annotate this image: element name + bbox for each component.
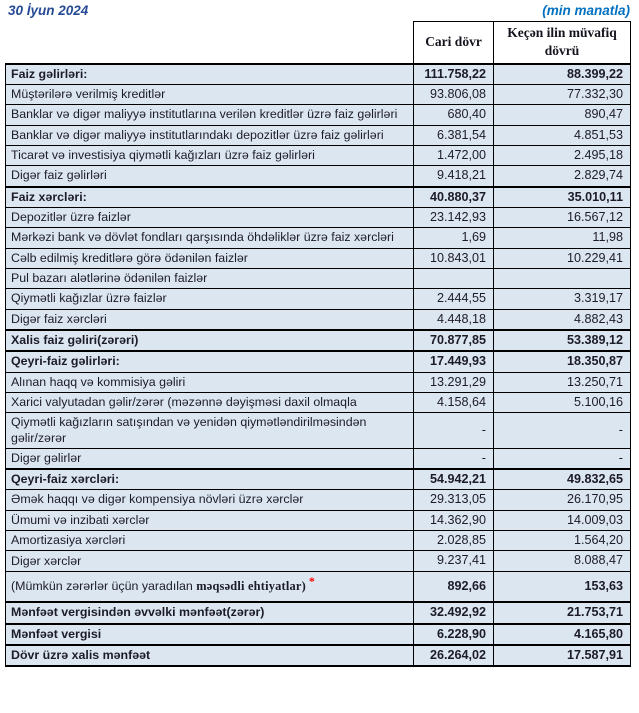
row-label: Digər xərclər [6,551,414,571]
row-label: Faiz xərcləri: [6,187,414,208]
previous-period-value: - [494,413,631,448]
table-row [6,393,631,413]
previous-period-value: 2.495,18 [494,145,631,165]
table-row [6,84,631,104]
current-period-value: 111.758,22 [414,64,494,85]
table-row [6,645,631,666]
row-label: Mənfəət vergisindən əvvəlki mənfəət(zərər) [6,602,414,623]
previous-period-value: 49.832,65 [494,469,631,490]
current-period-value: 6.228,90 [414,624,494,645]
table-row [6,351,631,372]
previous-period-value: 8.088,47 [494,551,631,571]
table-row [6,64,631,85]
table-header [6,22,631,64]
row-label: Qeyri-faiz xərcləri: [6,469,414,490]
table-row [6,372,631,392]
current-period-value: 9.418,21 [414,166,494,187]
previous-period-value: 4.165,80 [494,624,631,645]
previous-period-value: 16.567,12 [494,208,631,228]
current-period-value: 17.449,93 [414,351,494,372]
row-label: Ticarət və investisiya qiymətli kağızları üzrə faiz gəlirləri [6,145,414,165]
current-period-value: 14.362,90 [414,510,494,530]
income-statement-table [5,21,631,667]
table-body [6,64,631,667]
row-label: Cəlb edilmiş kreditlərə görə ödənilən faizlər [6,248,414,268]
row-label: Ümumi və inzibati xərclər [6,510,414,530]
column-header-current-period: Cari dövr [414,22,494,64]
previous-period-value: 5.100,16 [494,393,631,413]
current-period-value: 2.028,85 [414,531,494,551]
previous-period-value: - [494,448,631,469]
table-row [6,269,631,289]
current-period-value: 26.264,02 [414,645,494,666]
current-period-value: 23.142,93 [414,208,494,228]
table-row [6,510,631,530]
previous-period-value: 13.250,71 [494,372,631,392]
row-label: Digər faiz xərcləri [6,309,414,330]
report-header [0,0,639,21]
footnote-asterisk: * [308,573,315,588]
row-label: Müştərilərə verilmiş kreditlər [6,84,414,104]
row-label: Faiz gəlirləri: [6,64,414,85]
row-label: Qiymətli kağızların satışından və yenidən qiymətləndirilməsindən gəlir/zərər [6,413,414,448]
table-row [6,105,631,125]
row-label: Digər gəlirlər [6,448,414,469]
table-row [6,490,631,510]
table-row [6,571,631,602]
row-label: (Mümkün zərərlər üçün yaradılan məqsədli ehtiyatlar) * [6,571,414,602]
current-period-value: 93.806,08 [414,84,494,104]
current-period-value: 10.843,01 [414,248,494,268]
row-label: Depozitlər üzrə faizlər [6,208,414,228]
table-row [6,228,631,248]
units-note: (min manatla) [542,3,630,18]
table-row [6,531,631,551]
previous-period-value: 11,98 [494,228,631,248]
current-period-value: 29.313,05 [414,490,494,510]
previous-period-value: 77.332,30 [494,84,631,104]
previous-period-value: 10.229,41 [494,248,631,268]
row-label: Dövr üzrə xalis mənfəət [6,645,414,666]
current-period-value: 54.942,21 [414,469,494,490]
row-label: Xarici valyutadan gəlir/zərər (məzənnə dəyişməsi daxil olmaqla [6,393,414,413]
current-period-value: - [414,448,494,469]
column-header-previous-period: Keçən ilin müvafiq dövrü [494,22,631,64]
current-period-value: 32.492,92 [414,602,494,623]
row-label: Banklar və digər maliyyə institutlarına verilən kreditlər üzrə faiz gəlirləri [6,105,414,125]
previous-period-value: 26.170,95 [494,490,631,510]
previous-period-value: 17.587,91 [494,645,631,666]
previous-period-value: 14.009,03 [494,510,631,530]
current-period-value: 9.237,41 [414,551,494,571]
previous-period-value: 890,47 [494,105,631,125]
row-label: Əmək haqqı və digər kompensiya növləri üzrə xərclər [6,490,414,510]
table-row [6,289,631,309]
table-row [6,330,631,351]
current-period-value: 70.877,85 [414,330,494,351]
table-row [6,469,631,490]
row-label-bold-part: məqsədli ehtiyatlar) [196,578,306,593]
table-row [6,208,631,228]
current-period-value [414,269,494,289]
current-period-value: 1.472,00 [414,145,494,165]
row-label: Digər faiz gəlirləri [6,166,414,187]
row-label: Qiymətli kağızlar üzrə faizlər [6,289,414,309]
table-row [6,309,631,330]
previous-period-value: 21.753,71 [494,602,631,623]
table-row [6,413,631,448]
row-label: Amortizasiya xərcləri [6,531,414,551]
previous-period-value: 153,63 [494,571,631,602]
table-row [6,145,631,165]
previous-period-value: 2.829,74 [494,166,631,187]
current-period-value: 680,40 [414,105,494,125]
current-period-value: 40.880,37 [414,187,494,208]
current-period-value: 13.291,29 [414,372,494,392]
previous-period-value: 88.399,22 [494,64,631,85]
table-row [6,602,631,623]
row-label: Mənfəət vergisi [6,624,414,645]
row-label: Xalis faiz gəliri(zərəri) [6,330,414,351]
current-period-value: 892,66 [414,571,494,602]
header-blank-cell [6,22,414,64]
row-label: Mərkəzi bank və dövlət fondları qarşısında öhdəliklər üzrə faiz xərcləri [6,228,414,248]
current-period-value: 4.158,64 [414,393,494,413]
header-row [6,22,631,64]
previous-period-value: 53.389,12 [494,330,631,351]
row-label: Banklar və digər maliyyə institutlarındakı depozitlər üzrə faiz gəlirləri [6,125,414,145]
current-period-value: 6.381,54 [414,125,494,145]
table-row [6,248,631,268]
report-date: 30 İyun 2024 [8,3,89,18]
current-period-value: - [414,413,494,448]
previous-period-value: 18.350,87 [494,351,631,372]
previous-period-value: 1.564,20 [494,531,631,551]
current-period-value: 1,69 [414,228,494,248]
table-row [6,551,631,571]
row-label: Alınan haqq və kommisiya gəliri [6,372,414,392]
previous-period-value: 4.882,43 [494,309,631,330]
row-label: Pul bazarı alətlərinə ödənilən faizlər [6,269,414,289]
table-row [6,166,631,187]
previous-period-value [494,269,631,289]
row-label: Qeyri-faiz gəlirləri: [6,351,414,372]
table-row [6,448,631,469]
current-period-value: 2.444,55 [414,289,494,309]
table-row [6,187,631,208]
current-period-value: 4.448,18 [414,309,494,330]
previous-period-value: 35.010,11 [494,187,631,208]
previous-period-value: 3.319,17 [494,289,631,309]
previous-period-value: 4.851,53 [494,125,631,145]
table-row [6,125,631,145]
table-row [6,624,631,645]
